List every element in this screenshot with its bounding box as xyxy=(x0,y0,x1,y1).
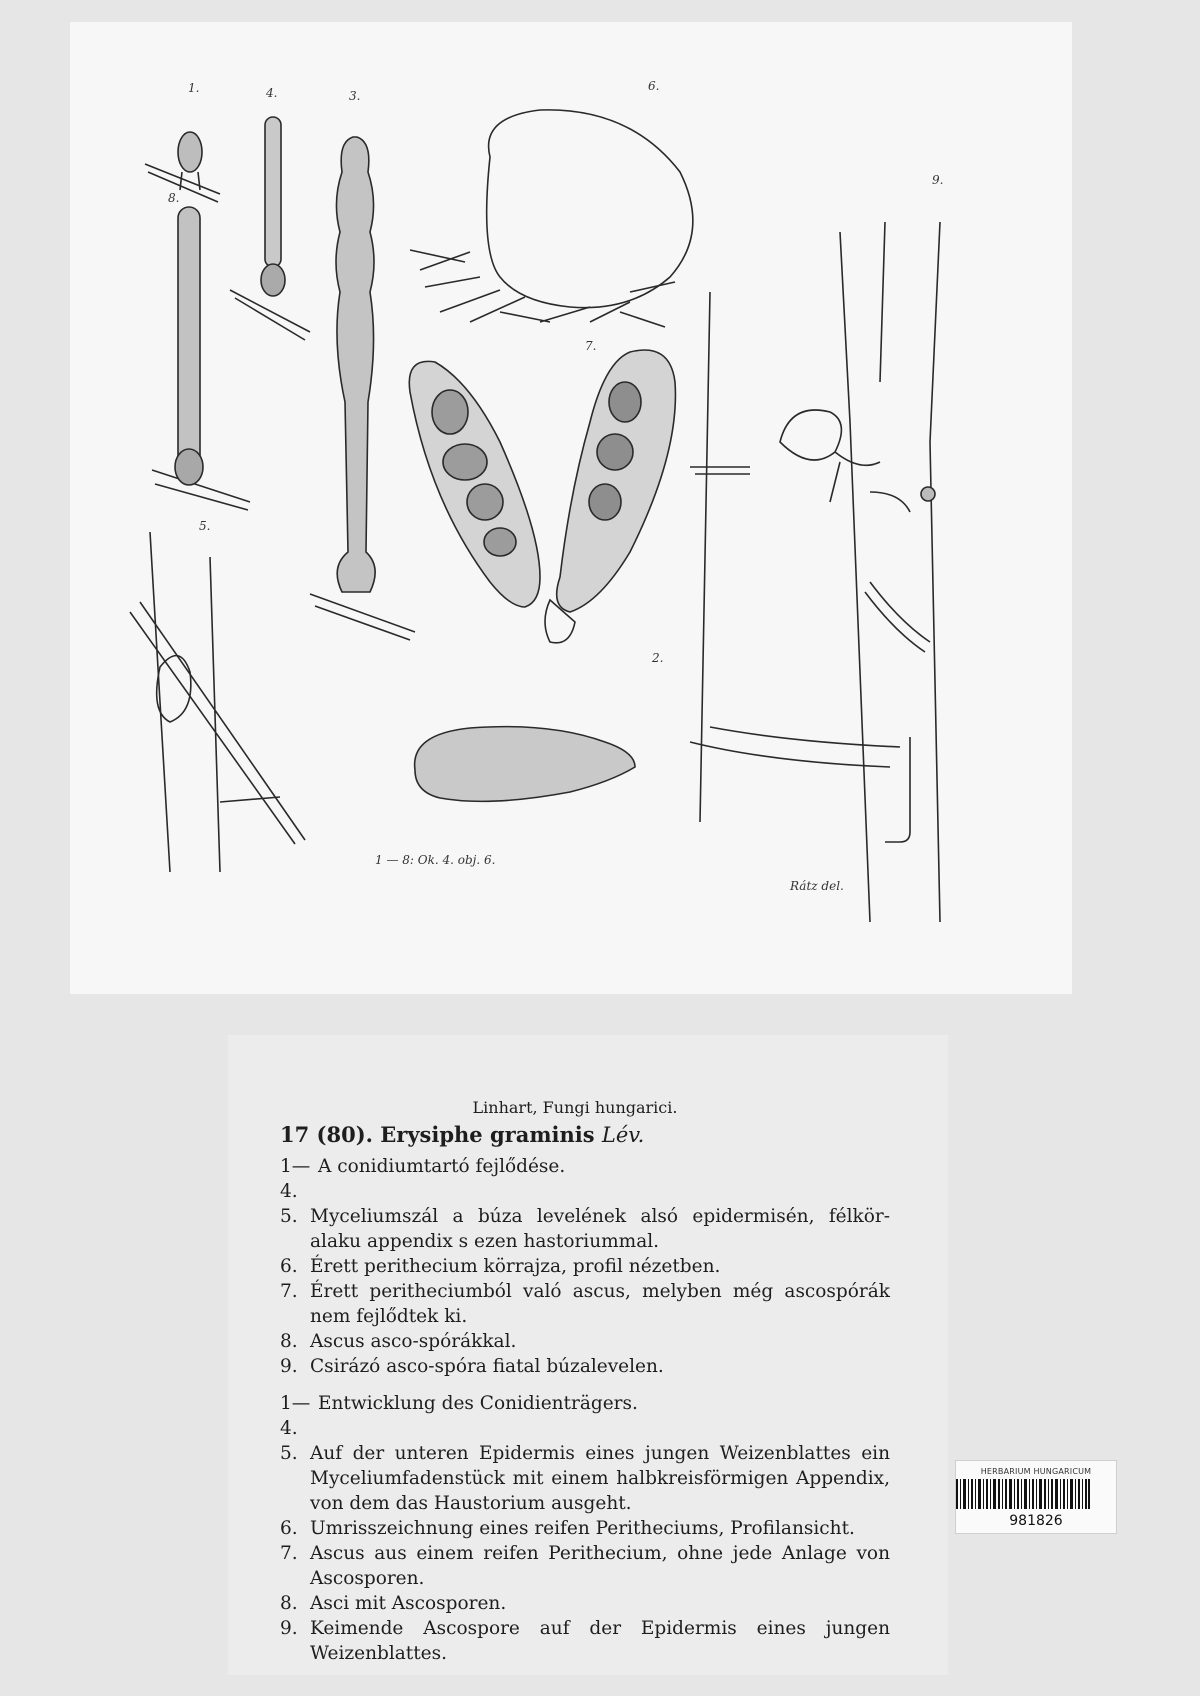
de-item xyxy=(280,1391,890,1441)
hu-item-num: 7. xyxy=(280,1281,298,1302)
scale-note: 1 — 8: Ok. 4. obj. 6. xyxy=(375,853,496,867)
fig-number-1: 1. xyxy=(188,81,200,95)
herbarium-name: HERBARIUM HUNGARICUM xyxy=(980,1467,1092,1476)
species-name: Erysiphe graminis xyxy=(380,1122,595,1147)
fig-number-7: 7. xyxy=(585,339,597,353)
hu-item-text: Érett peritheciumból való ascus, melyben még ascospórák nem fejlődtek ki. xyxy=(310,1281,890,1327)
fig-number-8: 8. xyxy=(168,191,180,205)
species-label xyxy=(280,1095,890,1666)
hu-item xyxy=(280,1254,890,1279)
de-item-text: Auf der unteren Epidermis eines jungen Weizenblattes ein Myceliumfadenstück mit einem halbkreisförmigen Appendix, von dem das Haustorium ausgeht. xyxy=(310,1443,890,1514)
hu-item-text: A conidiumtartó fejlődése. xyxy=(318,1156,566,1177)
hu-item xyxy=(280,1279,890,1329)
fig-number-2: 2. xyxy=(652,651,664,665)
hu-item xyxy=(280,1204,890,1254)
de-item-text: Asci mit Ascosporen. xyxy=(310,1593,507,1614)
barcode-number: 981826 xyxy=(1009,1513,1063,1529)
hu-item-text: Myceliumszál a búza levelének alsó epidermisén, félkör-alaku appendix s ezen hastoriummal. xyxy=(310,1206,890,1252)
de-item xyxy=(280,1616,890,1666)
de-item-text: Ascus aus einem reifen Perithecium, ohne jede Anlage von Ascosporen. xyxy=(310,1543,890,1589)
de-item-text: Keimende Ascospore auf der Epidermis eines jungen Weizenblattes. xyxy=(310,1618,890,1664)
artist-signature: Rátz del. xyxy=(790,879,844,893)
de-item-num: 1—4. xyxy=(280,1393,311,1439)
hu-item-num: 6. xyxy=(280,1256,298,1277)
hu-item-text: Ascus asco-spórákkal. xyxy=(310,1331,517,1352)
hu-item-num: 1—4. xyxy=(280,1156,311,1202)
fig-number-3: 3. xyxy=(349,89,361,103)
fig-number-5: 5. xyxy=(199,519,211,533)
de-item xyxy=(280,1441,890,1516)
de-item xyxy=(280,1541,890,1591)
species-heading xyxy=(280,1122,890,1148)
de-item xyxy=(280,1516,890,1541)
species-author: Lév. xyxy=(601,1123,645,1147)
barcode-icon xyxy=(956,1479,1090,1509)
section-gap xyxy=(280,1379,890,1391)
hu-item-num: 9. xyxy=(280,1356,298,1377)
de-item-num: 9. xyxy=(280,1618,298,1639)
hu-item xyxy=(280,1329,890,1354)
hu-item-num: 5. xyxy=(280,1206,298,1227)
species-number: 17 (80). xyxy=(280,1122,373,1147)
de-item-num: 8. xyxy=(280,1593,298,1614)
hu-item-text: Csirázó asco-spóra fiatal búzalevelen. xyxy=(310,1356,664,1377)
fig-number-4: 4. xyxy=(266,86,278,100)
barcode-label xyxy=(955,1460,1117,1534)
hu-item-text: Érett perithecium körrajza, profil nézetben. xyxy=(310,1256,721,1277)
fig-number-9: 9. xyxy=(932,173,944,187)
fig-number-6: 6. xyxy=(648,79,660,93)
de-item-num: 6. xyxy=(280,1518,298,1539)
de-item-text: Umrisszeichnung eines reifen Peritheciums, Profilansicht. xyxy=(310,1518,855,1539)
hu-item-num: 8. xyxy=(280,1331,298,1352)
de-item-num: 5. xyxy=(280,1443,298,1464)
illustration-plate xyxy=(70,22,1072,994)
hu-item xyxy=(280,1354,890,1379)
botanical-drawing xyxy=(70,22,1072,994)
source-title: Linhart, Fungi hungarici. xyxy=(472,1098,678,1117)
de-item xyxy=(280,1591,890,1616)
de-item-text: Entwicklung des Conidienträgers. xyxy=(318,1393,638,1414)
hu-item xyxy=(280,1154,890,1204)
de-item-num: 7. xyxy=(280,1543,298,1564)
